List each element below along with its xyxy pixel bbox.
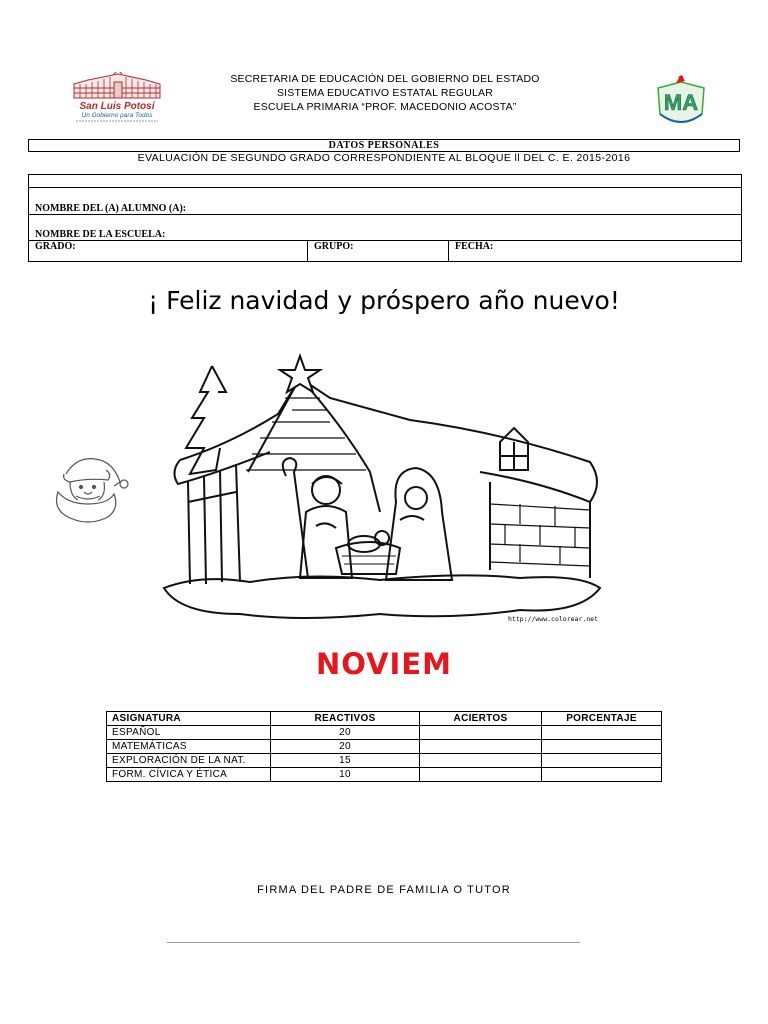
subject-porcentaje[interactable]: [542, 726, 662, 740]
subject-aciertos[interactable]: [420, 726, 542, 740]
student-name-field[interactable]: NOMBRE DEL (A) ALUMNO (A):: [29, 188, 742, 215]
subject-reactivos: 10: [271, 768, 420, 782]
subject-reactivos: 20: [271, 740, 420, 754]
header-porcentaje: PORCENTAJE: [542, 712, 662, 726]
school-name-field[interactable]: NOMBRE DE LA ESCUELA:: [29, 215, 742, 241]
group-field[interactable]: GRUPO:: [308, 241, 449, 262]
sanluis-logo-text: San Luis Potosí: [79, 101, 155, 112]
subject-name: EXPLORACIÓN DE LA NAT.: [107, 754, 271, 768]
date-field[interactable]: FECHA:: [449, 241, 742, 262]
table-row: [107, 726, 662, 740]
datos-personales-title: DATOS PERSONALES: [29, 140, 740, 152]
evaluation-title: EVALUACIÓN DE SEGUNDO GRADO CORRESPONDIENTE AL BLOQUE ll DEL C. E. 2015-2016: [137, 152, 631, 164]
blank-row: [29, 175, 742, 188]
datos-personales-table: [28, 139, 740, 152]
subject-name: FORM. CÍVICA Y ÉTICA: [107, 768, 271, 782]
image-source-url: http://www.colorear.net: [508, 615, 599, 623]
subjects-header-row: [107, 712, 662, 726]
sanluis-logo-subtext: Un Gobierno para Todos: [81, 112, 153, 119]
subject-reactivos: 15: [271, 754, 420, 768]
header-reactivos: REACTIVOS: [271, 712, 420, 726]
subject-porcentaje[interactable]: [542, 754, 662, 768]
subject-aciertos[interactable]: [420, 768, 542, 782]
greeting-title: ¡ Feliz navidad y próspero año nuevo!: [148, 286, 620, 315]
subject-porcentaje[interactable]: [542, 768, 662, 782]
subject-name: MATEMÁTICAS: [107, 740, 271, 754]
subject-porcentaje[interactable]: [542, 740, 662, 754]
subject-aciertos[interactable]: [420, 754, 542, 768]
table-row: [107, 768, 662, 782]
table-row: [107, 754, 662, 768]
subject-aciertos[interactable]: [420, 740, 542, 754]
header-line-escuela: ESCUELA PRIMARIA “PROF. MACEDONIO ACOSTA”: [253, 101, 517, 113]
table-row: [107, 740, 662, 754]
header-text: [150, 72, 620, 114]
header-aciertos: ACIERTOS: [420, 712, 542, 726]
grade-field[interactable]: GRADO:: [29, 241, 308, 262]
header-line-secretaria: SECRETARIA DE EDUCACIÓN DEL GOBIERNO DEL ESTADO: [230, 73, 540, 85]
ma-logo-icon: [654, 74, 708, 130]
month-title: NOVIEM: [315, 647, 453, 681]
subject-reactivos: 20: [271, 726, 420, 740]
signature-label: FIRMA DEL PADRE DE FAMILIA O TUTOR: [257, 884, 511, 896]
student-info-table: [28, 174, 742, 262]
signature-line[interactable]: [167, 942, 580, 943]
nativity-illustration-icon: [160, 352, 605, 634]
header-asignatura: ASIGNATURA: [107, 712, 271, 726]
subjects-table: [106, 711, 662, 782]
header-line-sistema: SISTEMA EDUCATIVO ESTATAL REGULAR: [276, 87, 494, 99]
subject-name: ESPAÑOL: [107, 726, 271, 740]
ma-logo-text: MA: [663, 90, 699, 115]
santa-icon: [48, 452, 130, 524]
